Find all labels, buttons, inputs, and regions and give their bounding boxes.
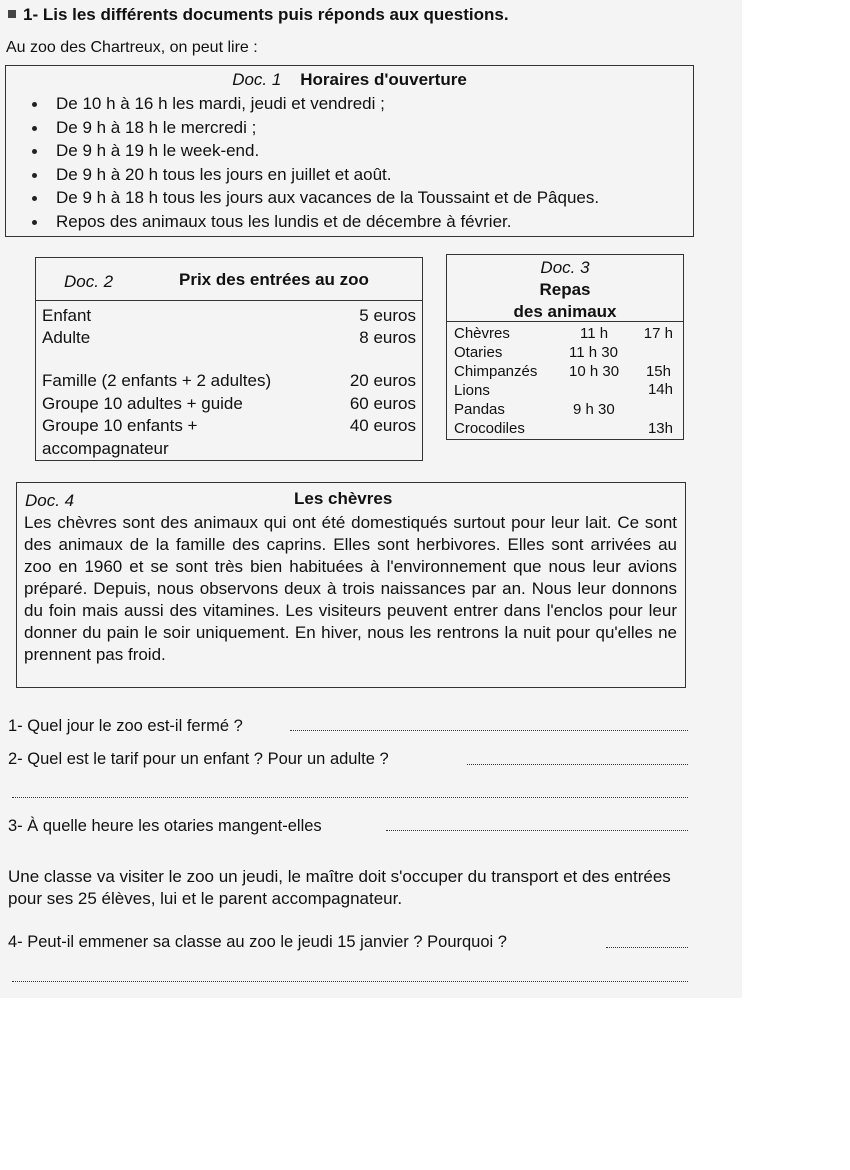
price-value: 60 euros (349, 394, 416, 413)
doc4-goats (16, 482, 686, 688)
price-label: Adulte (42, 328, 91, 347)
animal-name: Chimpanzés (454, 363, 538, 380)
price-value: 5 euros (359, 306, 416, 325)
intro-text: Au zoo des Chartreux, on peut lire : (6, 39, 258, 56)
doc2-ticket-prices (35, 257, 423, 461)
animal-name: Lions (454, 382, 490, 399)
price-value: 20 euros (349, 371, 416, 390)
price-value: 40 euros (349, 416, 416, 435)
list-item: De 9 h à 19 h le week-end. (56, 139, 693, 163)
animal-name: Otaries (454, 344, 503, 361)
meal-row (447, 382, 683, 401)
answer-line-2a[interactable] (467, 764, 688, 765)
animal-name: Pandas (454, 401, 505, 418)
doc1-list (6, 92, 693, 233)
doc2-heading: Prix des entrées au zoo (179, 270, 369, 289)
meal-row (447, 363, 683, 382)
meal-row (447, 401, 683, 420)
meal-time-2: 13h (647, 420, 673, 437)
doc1-label: Doc. 1 (232, 70, 282, 89)
question-1: 1- Quel jour le zoo est-il fermé ? (8, 717, 243, 735)
doc3-divider (447, 321, 683, 322)
meal-time-2: 15h (645, 363, 671, 380)
meal-time-2: 17 h (643, 325, 673, 342)
class-visit-context: Une classe va visiter le zoo un jeudi, le maître doit s'occuper du transport et des entrées pour ses 25 élèves, lui et le parent accompagnateur. (8, 867, 671, 908)
price-label: Famille (2 enfants + 2 adultes) (42, 371, 272, 390)
doc1-opening-hours (5, 65, 694, 237)
answer-line-2b[interactable] (12, 797, 688, 798)
price-value: 8 euros (359, 328, 416, 347)
doc2-label: Doc. 2 (64, 272, 114, 291)
doc4-text: Les chèvres sont des animaux qui ont été domestiqués surtout pour leur lait. Ce sont des animaux de la famille des caprins. Elles sont herbivores. Elles sont arrivées au zoo en 1960 et se sont très bien habituées à l'environnement que nous leur avions préparé. Depuis, nous observons deux à trois naissances par an. Nous leur donnons du foin mais aussi des vitamines. Les visiteurs peuvent entrer dans l'enclos pour leur donner du pain le soir uniquement. En hiver, nous les rentrons la nuit pour qu'elles ne prennent pas froid. (24, 513, 677, 664)
price-label: Groupe 10 enfants + (42, 416, 198, 435)
question-3: 3- À quelle heure les otaries mangent-elles (8, 817, 322, 835)
list-item: Repos des animaux tous les lundis et de décembre à février. (56, 210, 693, 234)
meal-row (447, 344, 683, 363)
animal-name: Crocodiles (454, 420, 525, 437)
answer-line-4b[interactable] (12, 981, 688, 982)
list-item: De 9 h à 18 h le mercredi ; (56, 116, 693, 140)
list-item: De 10 h à 16 h les mardi, jeudi et vendredi ; (56, 92, 693, 116)
answer-line-4a[interactable] (606, 947, 688, 948)
meal-time-1: 11 h (580, 325, 609, 342)
meal-time-1: 9 h 30 (573, 401, 615, 418)
doc4-heading: Les chèvres (294, 489, 393, 508)
square-bullet-icon (8, 10, 16, 18)
list-item: De 9 h à 20 h tous les jours en juillet et août. (56, 163, 693, 187)
list-item: De 9 h à 18 h tous les jours aux vacances de la Toussaint et de Pâques. (56, 186, 693, 210)
meal-time-1: 11 h 30 (569, 344, 618, 361)
doc3-heading-2: des animaux (513, 302, 617, 321)
answer-line-3[interactable] (386, 830, 688, 831)
meal-row (447, 325, 683, 344)
price-label: Groupe 10 adultes + guide (42, 394, 243, 413)
doc1-header (6, 70, 693, 90)
meal-time-1: 10 h 30 (569, 363, 620, 380)
doc2-header (36, 258, 422, 301)
doc3-label: Doc. 3 (540, 258, 590, 277)
meal-time-2: 14h (647, 381, 673, 398)
doc3-heading-1: Repas (539, 280, 591, 299)
doc4-header (17, 483, 685, 510)
answer-line-1[interactable] (290, 730, 688, 731)
doc4-label: Doc. 4 (25, 491, 75, 510)
question-4: 4- Peut-il emmener sa classe au zoo le jeudi 15 janvier ? Pourquoi ? (8, 933, 507, 951)
exercise-title-text: 1- Lis les différents documents puis réponds aux questions. (23, 5, 509, 24)
doc3-header (447, 257, 683, 323)
meal-row (447, 420, 683, 439)
exercise-title (8, 5, 509, 25)
doc3-feeding-times (446, 254, 684, 440)
price-label: Enfant (42, 306, 92, 325)
price-label: accompagnateur (42, 439, 169, 458)
animal-name: Chèvres (454, 325, 510, 342)
question-2: 2- Quel est le tarif pour un enfant ? Pour un adulte ? (8, 750, 389, 768)
doc1-heading: Horaires d'ouverture (300, 70, 467, 89)
